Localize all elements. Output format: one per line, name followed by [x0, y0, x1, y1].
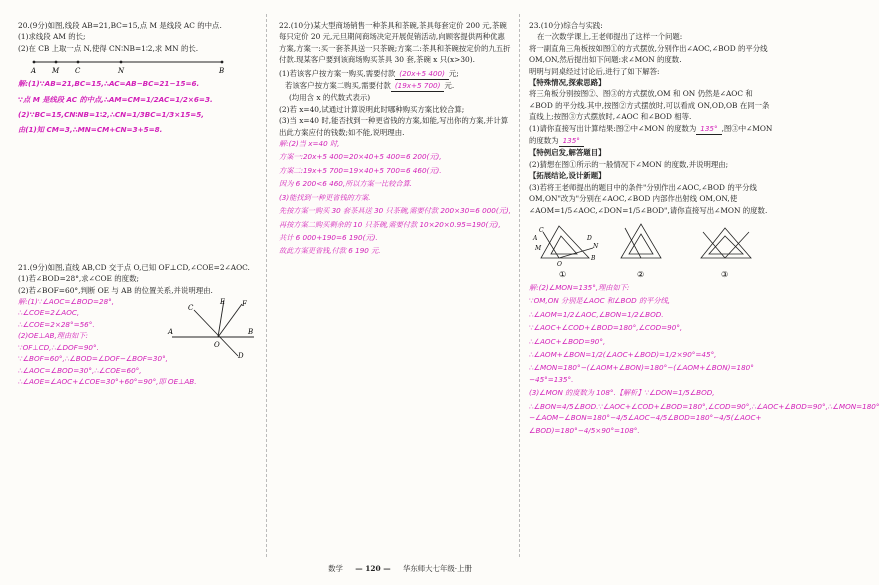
footer-book: 华东师大七年级·上册 — [403, 564, 472, 573]
answer-blank: (19x+5 700) — [391, 80, 445, 92]
q22-part1: (1)若该客户按方案一购买,需要付款 (20x+5 400) 元; — [279, 68, 511, 80]
a23-line: 解:(2)∠MON=135°,理由如下: — [529, 282, 630, 292]
a20-line: 由(1)知 CM=3,∴MN=CM+CN=3+5=8. — [18, 125, 163, 135]
pt-label: A — [533, 234, 538, 242]
a22-line: 共计 6 000+190=6 190(元). — [279, 232, 378, 242]
fig-label: D — [238, 352, 244, 361]
q21-line: (2)若∠BOF=60°,判断 OE 与 AB 的位置关系,并说明理由. — [18, 285, 213, 295]
fig-label: O — [214, 341, 220, 350]
pt-label: C — [539, 226, 544, 234]
a21-line: 解:(1)∵∠AOC=∠BOD=28°, — [18, 297, 115, 307]
column-left — [18, 20, 256, 387]
q23-part2: (2)猜想在图①所示的一般情况下∠MON 的度数,并说明理由; — [529, 159, 729, 169]
pt-label: D — [587, 234, 592, 242]
seg-label: B — [219, 67, 225, 76]
a22-line: 方案一:20x+5 400=20×40+5 400=6 200(元), — [279, 152, 442, 162]
a21-line: ∴∠COE=2∠AOC, — [18, 308, 80, 318]
answer-blank: 135° — [696, 123, 721, 135]
a23-line: ∠BOD)=180°−4/5×90°=108°. — [529, 426, 640, 436]
a21-line: ∴∠AOE=∠AOC+∠COE=30°+60°=90°,即 OE⊥AB. — [18, 376, 197, 386]
a23-line: ∴∠BON=4/5∠BOD.∵∠AOC+∠COD+∠BOD=180°,∠COD=90°,∴∠AOC+∠BOD=90°,∴∠MON=180°−∠AOM−∠BON=180°−4/5∠AOC−4/5∠BOD=180°−4/5(∠AOC+ — [529, 401, 879, 422]
a22-line: 方案二:19x+5 700=19×40+5 700=6 460(元). — [279, 165, 442, 175]
a22-line: 因为 6 200<6 460,所以方案一比较合算. — [279, 179, 413, 189]
fig-label: A — [168, 328, 174, 337]
seg-label: N — [118, 67, 125, 76]
q22-part1b: 若该客户按方案二购买,需要付款 (19x+5 700) 元. — [285, 80, 511, 92]
fig-label: F — [242, 300, 247, 309]
fig-label: C — [188, 304, 194, 313]
a23-line: ∴∠AOC+∠BOD=90°, — [529, 336, 606, 346]
a23-line: ∴∠AOM+∠BON=1/2(∠AOC+∠BOD)=1/2×90°=45°, — [529, 349, 717, 359]
q22-stem: 22.(10分)某大型商场销售一种茶具和茶碗,茶具每套定价 200 元,茶碗每只定价 20 元,元旦期间商场决定开展促销活动,向顾客提供两种优惠方案,方案一:买一套茶具送一只茶碗;方案二:茶具和茶碗按定价的九五折付款.现某客户要到该商场购买茶具 30 套,茶碗 x 只(x>30). — [279, 21, 511, 65]
column-middle — [279, 20, 511, 257]
fig-caption: ② — [637, 269, 645, 279]
column-divider — [266, 14, 267, 557]
a22-line: (3)能找到一种更省钱的方案. — [279, 192, 371, 202]
q23-p1: 将三角板分别按图②、图③的方式摆放,OM 和 ON 仍然是∠AOC 和∠BOD 的平分线.其中,按图②方式摆放时,可以看成 ON,OD,OB 在同一条直线上;按图③方式摆放时,∠AOC 和∠BOD 相等. — [529, 89, 770, 122]
pt-label: B — [591, 254, 596, 262]
a22-line: 解:(2)当 x=40 时, — [279, 139, 340, 149]
fig-label: E — [220, 298, 226, 307]
a20-line: (2)∵BC=15,CN∶NB=1∶2,∴CN=1/3BC=1/3×15=5, — [18, 110, 204, 120]
a21-line: (2)OE⊥AB,理由如下: — [18, 331, 88, 341]
answer-blank: (20x+5 400) — [395, 68, 449, 80]
footer-subject: 数学 — [328, 564, 343, 573]
q23-line: 在一次数学课上,王老师提出了这样一个问题: — [537, 32, 683, 42]
a22-line: 故此方案更省钱,付款 6 190 元. — [279, 246, 381, 256]
section-heading: 【拓展结论,设计新题】 — [529, 171, 606, 181]
fig-caption: ③ — [721, 269, 729, 279]
q21-line: 21.(9分)如图,直线 AB,CD 交于点 O,已知 OF⊥CD,∠COE=2∠AOC. — [18, 262, 250, 272]
q22-part2: (2)若 x=40,试通过计算说明此时哪种购买方案比较合算; — [279, 104, 465, 114]
segment-figure — [26, 56, 246, 76]
pt-label: O — [557, 260, 562, 268]
fig-label: B — [248, 328, 254, 337]
q23-part3: (3)若将王老师提出的题目中的条件"分别作出∠AOC,∠BOD 的平分线 OM,ON"改为"分别在∠AOC,∠BOD 内部作出射线 OM,ON,使∠AOM=1/5∠AOC,∠DON=1/5∠BOD",请你直接写出∠MON 的度数. — [529, 182, 768, 215]
page-number: — 120 — — [355, 564, 391, 573]
a21-line: ∴∠COE=2×28°=56°. — [18, 319, 95, 329]
a20-line: ∵点 M 是线段 AC 的中点,∴AM=CM=1/2AC=1/2×6=3. — [18, 94, 213, 104]
answer-blank: 135° — [559, 135, 584, 147]
triangle-figures — [529, 218, 769, 280]
a23-line: ∵∠AOC+∠COD+∠BOD=180°,∠COD=90°, — [529, 323, 683, 333]
fig-caption: ① — [559, 269, 567, 279]
angle-figure — [168, 296, 256, 360]
seg-label: A — [31, 67, 37, 76]
a21-line: ∴∠AOC=∠BOD=30°,∴∠COE=60°, — [18, 365, 142, 375]
a21-line: ∵OF⊥CD,∴∠DOF=90°. — [18, 342, 99, 352]
q23-line: 将一副直角三角板按如图①的方式摆放,分别作出∠AOC,∠BOD 的平分线 OM,ON,然后提出如下问题:求∠MON 的度数. — [529, 43, 768, 65]
q23-line: 明明与同桌经过讨论后,进行了如下解答: — [529, 66, 660, 76]
section-heading: 【特例启发,解答题目】 — [529, 148, 606, 158]
pt-label: M — [535, 244, 542, 252]
a23-line: ∴∠MON=180°−(∠AOM+∠BON)=180°−(∠AOM+∠BON)=180°−45°=135°. — [529, 363, 754, 384]
a23-line: (3)∠MON 的度数为 108°.【解析】∵∠DON=1/5∠BOD, — [529, 388, 715, 398]
pt-label: N — [593, 242, 599, 250]
a23-line: ∴∠AOM=1/2∠AOC,∠BON=1/2∠BOD. — [529, 309, 664, 319]
column-right — [529, 20, 879, 437]
a23-line: ∵OM,ON 分别是∠AOC 和∠BOD 的平分线, — [529, 296, 670, 306]
q23-line: 23.(10分)综合与实践: — [529, 21, 603, 30]
q20-line: (1)求线段 AM 的长; — [18, 32, 86, 42]
a21-line: ∵∠BOF=60°,∴∠BOD=∠DOF−∠BOF=30°, — [18, 354, 168, 364]
a22-line: 先按方案一购买 30 套茶具送 30 只茶碗,需要付款 200×30=6 000(元), — [279, 206, 511, 216]
a22-line: 再按方案二购买剩余的 10 只茶碗,需要付款 10×20×0.95=190(元), — [279, 219, 501, 229]
q23-part1: (1)请你直接写出计算结果:图②中∠MON 的度数为 135° ,图③中∠MON 的度数为 135° — [529, 123, 774, 148]
q20-line: (2)在 CB 上取一点 N,使得 CN∶NB=1∶2,求 MN 的长. — [18, 43, 199, 53]
page-footer — [0, 563, 800, 574]
a20-line: 解:(1)∵AB=21,BC=15,∴AC=AB−BC=21−15=6. — [18, 79, 200, 89]
q21-line: (1)若∠BOD=28°,求∠COE 的度数; — [18, 274, 139, 284]
seg-label: C — [75, 67, 81, 76]
column-divider — [519, 14, 520, 557]
q22-part3: (3)当 x=40 时,能否找到一种更省钱的方案,如能,写出你的方案,并计算出此方案应付的钱数;如不能,说明理由. — [279, 116, 509, 137]
q20-line: 20.(9分)如图,线段 AB=21,BC=15,点 M 是线段 AC 的中点. — [18, 21, 222, 30]
q22-note: (均用含 x 的代数式表示) — [289, 93, 371, 103]
section-heading: 【特殊情况,探索思路】 — [529, 78, 606, 88]
seg-label: M — [52, 67, 60, 76]
